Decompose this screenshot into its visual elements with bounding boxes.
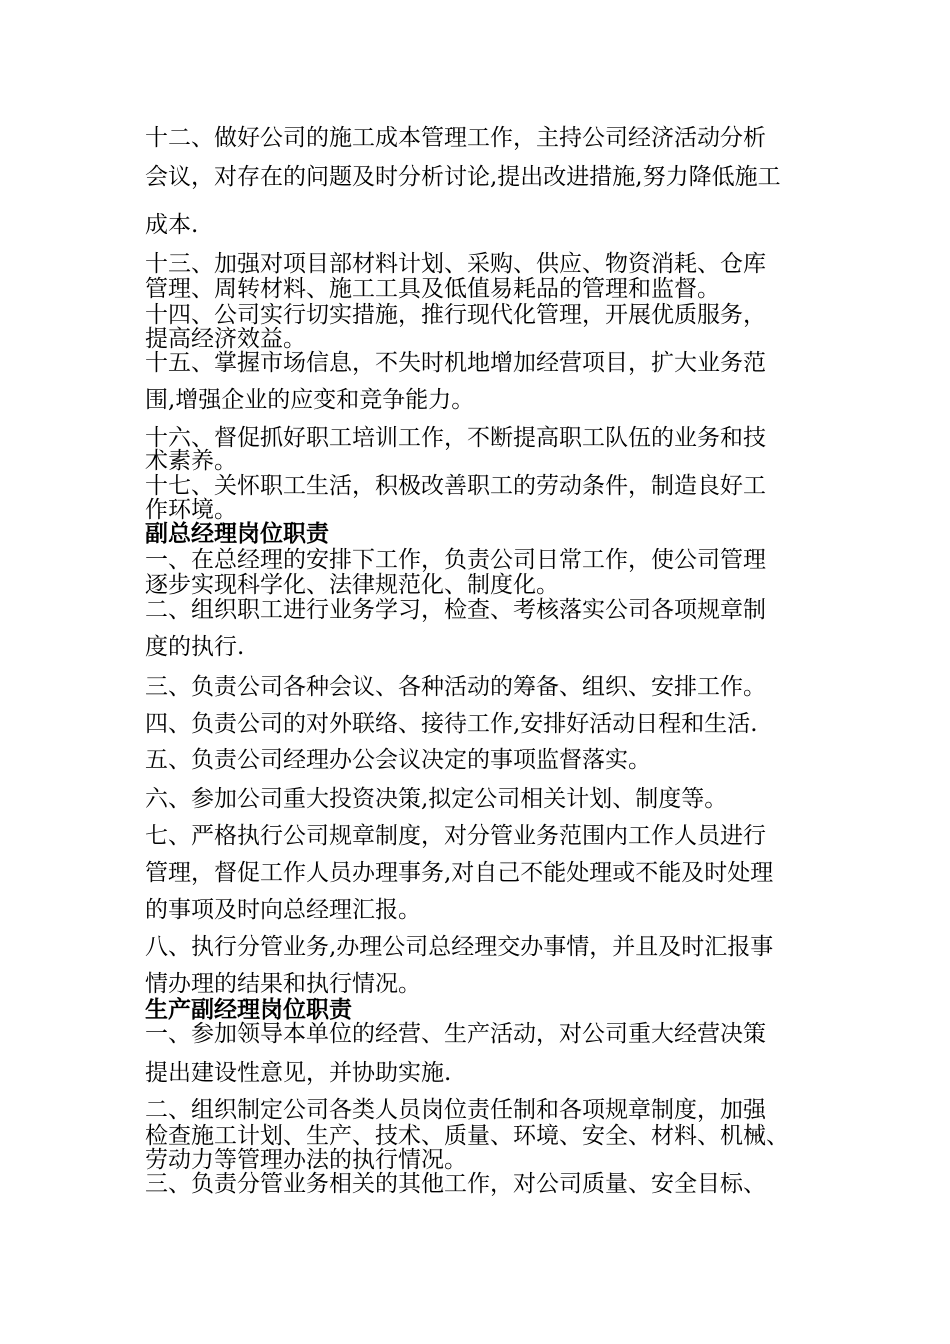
section-heading: 副总经理岗位职责 xyxy=(145,521,329,547)
text-line: 逐步实现科学化、法律规范化、制度化。 xyxy=(145,572,559,598)
text-line: 度的执行. xyxy=(145,634,245,660)
text-line: 术素养。 xyxy=(145,448,237,474)
text-line: 提出建设性意见，并协助实施. xyxy=(145,1060,452,1086)
text-line: 二、组织制定公司各类人员岗位责任制和各项规章制度，加强 xyxy=(145,1097,766,1123)
text-line: 十四、公司实行切实措施，推行现代化管理，开展优质服务， xyxy=(145,302,766,328)
text-line: 会议，对存在的问题及时分析讨论,提出改进措施,努力降低施工 xyxy=(145,164,781,190)
text-line: 围,增强企业的应变和竞争能力。 xyxy=(145,387,475,413)
text-line: 管理、周转材料、施工工具及低值易耗品的管理和监督。 xyxy=(145,276,720,302)
text-line: 的事项及时向总经理汇报。 xyxy=(145,897,421,923)
text-line: 五、负责公司经理办公会议决定的事项监督落实。 xyxy=(145,747,651,773)
section-heading: 生产副经理岗位职责 xyxy=(145,997,352,1023)
text-line: 十七、关怀职工生活，积极改善职工的劳动条件，制造良好工 xyxy=(145,473,766,499)
text-line: 一、在总经理的安排下工作，负责公司日常工作，使公司管理 xyxy=(145,547,766,573)
text-line: 劳动力等管理办法的执行情况。 xyxy=(145,1147,467,1173)
text-line: 四、负责公司的对外联络、接待工作,安排好活动日程和生活. xyxy=(145,711,758,737)
text-line: 一、参加领导本单位的经营、生产活动，对公司重大经营决策 xyxy=(145,1021,766,1047)
text-line: 八、执行分管业务,办理公司总经理交办事情，并且及时汇报事 xyxy=(145,934,774,960)
text-line: 作环境。 xyxy=(145,497,237,523)
text-line: 情办理的结果和执行情况。 xyxy=(145,971,421,997)
text-line: 检查施工计划、生产、技术、质量、环境、安全、材料、机械、 xyxy=(145,1123,789,1149)
text-line: 六、参加公司重大投资决策,拟定公司相关计划、制度等。 xyxy=(145,786,728,812)
text-line: 三、负责分管业务相关的其他工作，对公司质量、安全目标、 xyxy=(145,1171,766,1197)
text-line: 管理，督促工作人员办理事务,对自己不能处理或不能及时处理 xyxy=(145,860,774,886)
text-line: 七、严格执行公司规章制度，对分管业务范围内工作人员进行 xyxy=(145,823,766,849)
text-line: 三、负责公司各种会议、各种活动的筹备、组织、安排工作。 xyxy=(145,674,766,700)
text-line: 十三、加强对项目部材料计划、采购、供应、物资消耗、仓库 xyxy=(145,251,766,277)
text-line: 二、组织职工进行业务学习，检查、考核落实公司各项规章制 xyxy=(145,597,766,623)
text-line: 十二、做好公司的施工成本管理工作，主持公司经济活动分析 xyxy=(145,125,766,151)
text-line: 十五、掌握市场信息，不失时机地增加经营项目，扩大业务范 xyxy=(145,350,766,376)
text-line: 成本. xyxy=(145,212,199,238)
text-line: 提高经济效益。 xyxy=(145,326,306,352)
text-line: 十六、督促抓好职工培训工作，不断提高职工队伍的业务和技 xyxy=(145,425,766,451)
